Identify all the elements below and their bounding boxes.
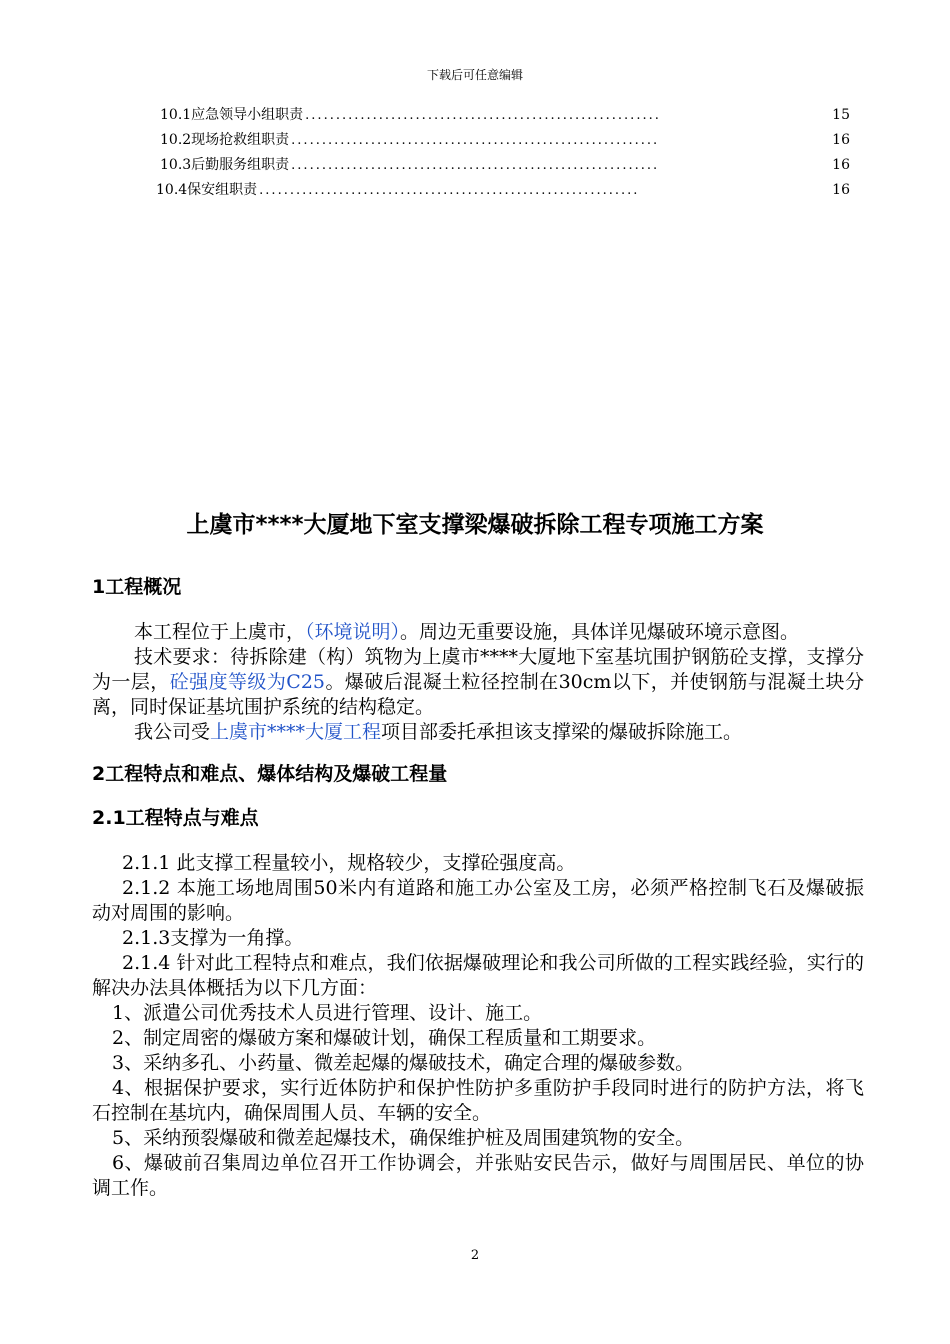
toc-entry[interactable]	[160, 129, 850, 154]
document-title: 上虞市****大厦地下室支撑梁爆破拆除工程专项施工方案	[186, 512, 764, 538]
toc-entry-label: 10.2现场抢救组职责	[160, 132, 290, 148]
toc-entry[interactable]	[160, 154, 850, 179]
section-heading-2-1: 2.1工程特点与难点	[92, 807, 259, 829]
toc-leader-dots: ..........................................................	[305, 108, 661, 123]
table-of-contents	[156, 104, 850, 204]
paragraph-location	[92, 620, 864, 645]
toc-leader-dots: ............................................................	[291, 133, 660, 148]
text: 技术要求：待拆除建（构）筑物为上虞市****大厦地下室基坑围护钢筋砼支撑，支撑分为一层，	[92, 646, 864, 693]
spacer	[92, 789, 864, 803]
toc-entry-page: 16	[832, 157, 850, 173]
page-header: 下载后可任意编辑	[426, 68, 523, 82]
text: 。周边无重要设施，具体详见爆破环境示意图。	[400, 621, 800, 643]
text: 。爆破后混凝土粒径控制在30cm以下，并使钢筋与混凝土块分离，同时保证基坑围护系统的结构稳定。	[92, 671, 864, 718]
paragraph-tech-requirements	[92, 645, 864, 720]
project-link[interactable]: 上虞市****大厦工程	[210, 721, 382, 743]
item-2-1-1: 2.1.1 此支撑工程量较小，规格较少，支撑砼强度高。	[122, 852, 576, 874]
page-number: 2	[470, 1248, 480, 1263]
toc-leader-dots: ............................................................	[291, 158, 660, 173]
list-item: 1、派遣公司优秀技术人员进行管理、设计、施工。	[112, 1002, 543, 1024]
section-heading-1: 1工程概况	[92, 576, 182, 598]
item-2-1-3: 2.1.3支撑为一角撑。	[122, 927, 304, 949]
spacer	[92, 745, 864, 759]
list-item: 4、根据保护要求，实行近体防护和保护性防护多重防护手段同时进行的防护方法，将飞石控制在基坑内，确保周围人员、车辆的安全。	[92, 1077, 864, 1124]
toc-entry-page: 15	[832, 107, 850, 123]
toc-entry-label: 10.3后勤服务组职责	[160, 157, 290, 173]
environment-link[interactable]: （环境说明）	[305, 621, 401, 643]
toc-entry-page: 16	[832, 132, 850, 148]
section-heading-2: 2工程特点和难点、爆体结构及爆破工程量	[92, 763, 448, 785]
toc-entry-page: 16	[832, 182, 850, 198]
spacer	[92, 602, 864, 620]
list-item: 2、制定周密的爆破方案和爆破计划，确保工程质量和工期要求。	[112, 1027, 657, 1049]
toc-leader-dots: ..............................................................	[259, 183, 640, 198]
text: 项目部委托承担该支撑梁的爆破拆除施工。	[381, 721, 743, 743]
spacer	[92, 833, 864, 851]
toc-entry[interactable]	[156, 179, 850, 204]
text: 我公司受	[134, 721, 211, 743]
document-body	[92, 572, 864, 1201]
text: 本工程位于上虞市，	[134, 621, 306, 643]
toc-entry-label: 10.1应急领导小组职责	[160, 107, 304, 123]
concrete-grade-link[interactable]: 砼强度等级为C25	[169, 671, 326, 693]
paragraph-commission	[92, 720, 864, 745]
list-item: 6、爆破前召集周边单位召开工作协调会，并张贴安民告示，做好与周围居民、单位的协调工作。	[92, 1152, 864, 1199]
list-item: 5、采纳预裂爆破和微差起爆技术，确保维护桩及周围建筑物的安全。	[112, 1127, 695, 1149]
item-2-1-2: 2.1.2 本施工场地周围50米内有道路和施工办公室及工房，必须严格控制飞石及爆破振动对周围的影响。	[92, 877, 864, 924]
toc-entry[interactable]	[160, 104, 850, 129]
toc-entry-label: 10.4保安组职责	[156, 182, 258, 198]
item-2-1-4: 2.1.4 针对此工程特点和难点，我们依据爆破理论和我公司所做的工程实践经验，实行的解决办法具体概括为以下几方面：	[92, 952, 864, 999]
list-item: 3、采纳多孔、小药量、微差起爆的爆破技术，确定合理的爆破参数。	[112, 1052, 695, 1074]
